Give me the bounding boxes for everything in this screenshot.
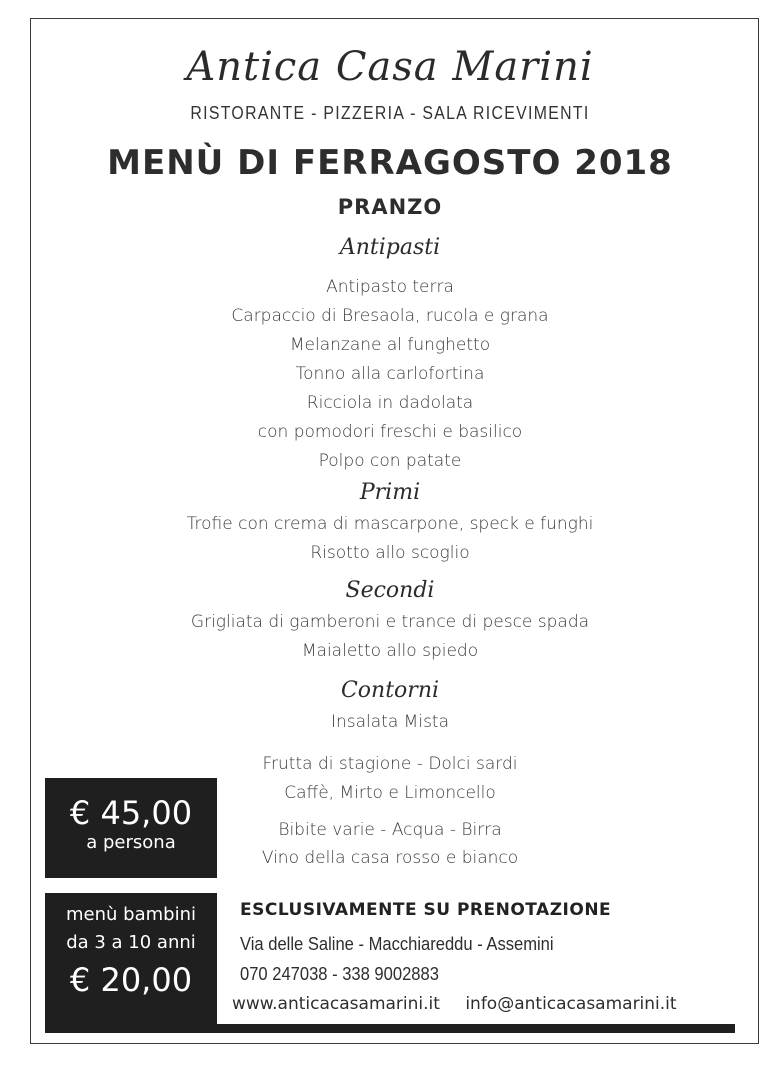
website-link[interactable]: www.anticacasamarini.it (232, 994, 440, 1014)
address: Via delle Saline - Macchiareddu - Assemini (240, 934, 554, 954)
kids-menu-box (45, 893, 217, 1033)
kids-menu-label: menù bambini (66, 904, 196, 925)
menu-item: Polpo con patate (318, 451, 462, 471)
price-amount: € 45,00 (69, 794, 193, 832)
menu-item: Melanzane al funghetto (289, 335, 491, 355)
menu-item: Antipasto terra (326, 277, 454, 297)
web-contacts (232, 994, 677, 1014)
menu-item: Maialetto allo spiedo (301, 641, 479, 661)
section-heading-antipasti: Antipasti (339, 235, 441, 260)
menu-item: Ricciola in dadolata (306, 393, 474, 413)
bottom-bar (45, 1024, 735, 1033)
extra-item: Vino della casa rosso e bianco (261, 848, 519, 868)
restaurant-name: Antica Casa Marini (186, 44, 594, 90)
section-heading-secondi: Secondi (345, 578, 435, 603)
kids-age-range: da 3 a 10 anni (66, 932, 196, 953)
menu-item: con pomodori freschi e basilico (257, 422, 523, 442)
menu-title: MENÙ DI FERRAGOSTO 2018 (107, 143, 673, 183)
menu-subtitle: PRANZO (337, 195, 443, 219)
section-heading-contorni: Contorni (340, 678, 440, 703)
menu-item: Carpaccio di Bresaola, rucola e grana (231, 306, 549, 326)
extra-item: Frutta di stagione - Dolci sardi (262, 754, 518, 774)
menu-item: Risotto allo scoglio (310, 543, 470, 563)
email-link[interactable]: info@anticacasamarini.it (465, 994, 677, 1014)
menu-item: Trofie con crema di mascarpone, speck e funghi (186, 514, 594, 534)
phone-numbers: 070 247038 - 338 9002883 (240, 964, 439, 984)
menu-item: Grigliata di gamberoni e trance di pesce spada (190, 612, 590, 632)
extra-item: Bibite varie - Acqua - Birra (278, 820, 502, 840)
price-box (45, 778, 217, 878)
restaurant-tagline: RISTORANTE - PIZZERIA - SALA RICEVIMENTI (190, 103, 590, 123)
menu-item: Insalata Mista (330, 712, 450, 732)
price-unit: a persona (86, 832, 176, 853)
extra-item: Caffè, Mirto e Limoncello (284, 783, 496, 803)
section-heading-primi: Primi (359, 480, 421, 505)
booking-note: ESCLUSIVAMENTE SU PRENOTAZIONE (240, 900, 612, 920)
kids-price: € 20,00 (69, 961, 193, 999)
menu-item: Tonno alla carlofortina (295, 364, 485, 384)
